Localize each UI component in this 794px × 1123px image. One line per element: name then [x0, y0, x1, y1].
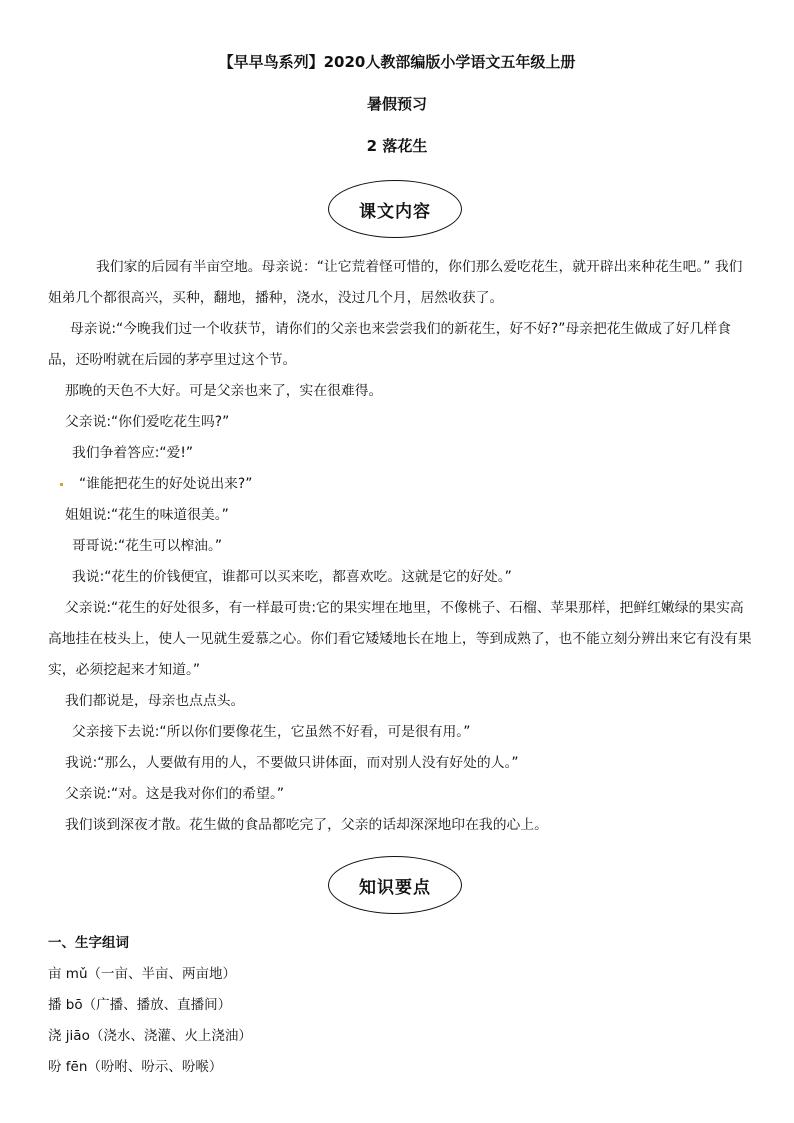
paragraph: 我说:“那么，人要做有用的人，不要做只讲体面，而对别人没有好处的人。”: [65, 755, 519, 771]
knowledge-points: [48, 928, 754, 1083]
paragraph: 那晚的天色不大好。可是父亲也来了，实在很难得。: [65, 383, 383, 399]
paragraph: 父亲说:“花生的好处很多，有一样最可贵:它的果实埋在地里，不像桃子、石榴、苹果那样，把鲜红嫩绿的果实高高地挂在枝头上，使人一见就生爱慕之心。你们看它矮矮地长在地上，等到成熟了，也不能立刻分辨出来它有没有果实，必须挖起来才知道。”: [48, 600, 752, 678]
section-badge-label: 课文内容: [359, 201, 431, 222]
paragraph: 母亲说:“今晚我们过一个收获节，请你们的父亲也来尝尝我们的新花生，好不好?”母亲把花生做成了好几样食品，还吩咐就在后园的茅亭里过这个节。: [48, 321, 731, 368]
document-subtitle: 暑假预习: [366, 95, 427, 113]
paragraph: 我说:“花生的价钱便宜，谁都可以买来吃，都喜欢吃。这就是它的好处。”: [72, 569, 512, 585]
paragraph: 我们家的后园有半亩空地。母亲说：“让它荒着怪可惜的，你们那么爱吃花生，就开辟出来种花生吧。” 我们姐弟几个都很高兴，买种，翻地，播种，浇水，没过几个月，居然收获了。: [48, 259, 743, 306]
lesson-title: 2 落花生: [366, 137, 428, 155]
vocab-item: 亩 mǔ（一亩、半亩、两亩地）: [48, 966, 236, 982]
section-badge-text-content: [328, 180, 462, 238]
paragraph: 父亲说:“你们爱吃花生吗?”: [65, 414, 230, 430]
section-badge-label: 知识要点: [359, 877, 431, 898]
paragraph: 父亲接下去说:“所以你们要像花生，它虽然不好看，可是很有用。”: [72, 724, 471, 740]
vocab-item: 播 bō（广播、播放、直播间）: [48, 997, 232, 1013]
paragraph: 姐姐说:“花生的味道很美。”: [65, 507, 229, 523]
knowledge-heading: 一、生字组词: [48, 935, 129, 951]
bullet-dot-icon: [60, 483, 63, 486]
vocab-item: 吩 fēn（吩咐、吩示、吩喉）: [48, 1059, 223, 1075]
section-badge-key-points: [328, 856, 462, 914]
paragraph: 父亲说:“对。这是我对你们的希望。”: [65, 786, 284, 802]
paragraph-text: “谁能把花生的好处说出来?”: [79, 476, 253, 492]
paragraph: 我们争着答应:“爱!”: [72, 445, 194, 461]
document-title: 【早早鸟系列】2020人教部编版小学语文五年级上册: [218, 53, 576, 71]
paragraph: [48, 469, 754, 500]
paragraph: 我们都说是，母亲也点点头。: [65, 693, 245, 709]
paragraph: 哥哥说:“花生可以榨油。”: [72, 538, 223, 554]
paragraph: 我们谈到深夜才散。花生做的食品都吃完了，父亲的话却深深地印在我的心上。: [65, 817, 548, 833]
vocab-item: 浇 jiāo（浇水、浇灌、火上浇油）: [48, 1028, 252, 1044]
lesson-text: [48, 252, 754, 841]
